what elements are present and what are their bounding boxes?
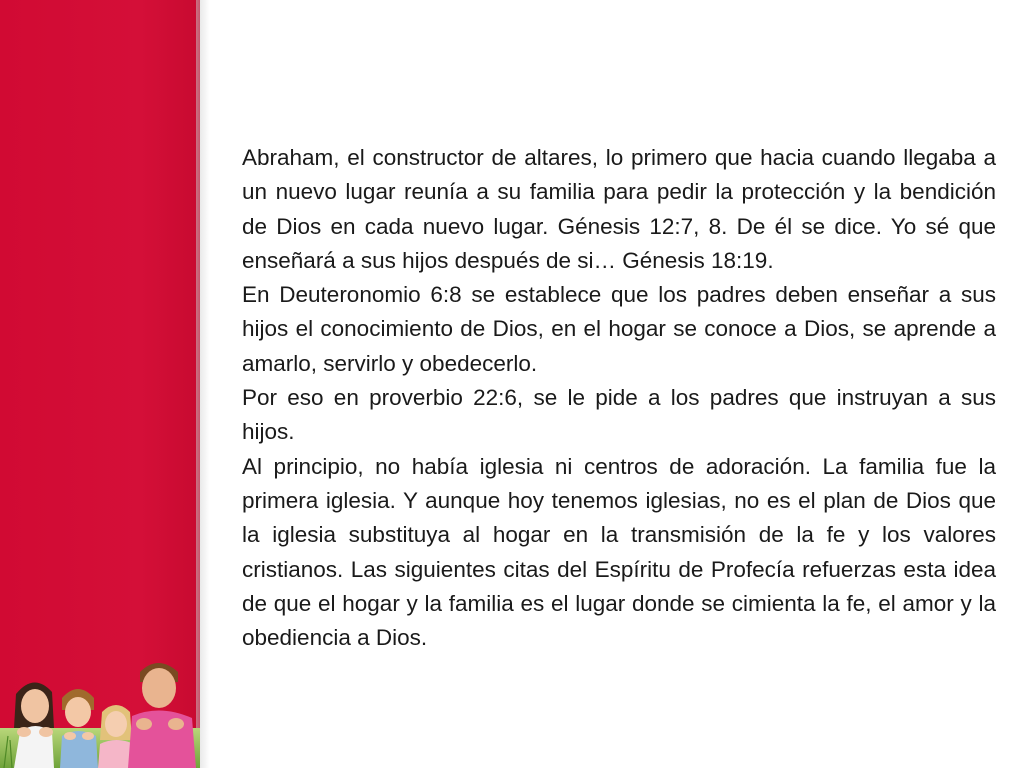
paragraph-proverbio: Por eso en proverbio 22:6, se le pide a los padres que instruyan a sus hijos.	[242, 385, 996, 445]
paragraph-abraham: Abraham, el constructor de altares, lo primero que hacia cuando llegaba a un nuevo lugar reunía a su familia para pedir la protección y la bendición de Dios en cada nuevo lugar. Génesis 12:7, 8. De él se dice. Yo sé que enseñará a sus hijos después de si… Génesis 18:19.	[242, 145, 996, 273]
person-woman	[14, 682, 54, 768]
person-man	[128, 663, 196, 768]
paragraph-deuteronomio: En Deuteronomio 6:8 se establece que los padres deben enseñar a sus hijos el conocimiento de Dios, en el hogar se conoce a Dios, se aprende a amarlo, servirlo y obedecerlo.	[242, 282, 996, 376]
family-photo	[0, 640, 200, 768]
paragraph-principio: Al principio, no había iglesia ni centros de adoración. La familia fue la primera iglesia. Y aunque hoy tenemos iglesias, no es el plan de Dios que la iglesia substituya al hogar en la transmisión de la fe y los valores cristianos. Las siguientes citas del Espíritu de Profecía refuerzas esta idea de que el hogar y la familia es el lugar donde se cimienta la fe, el amor y la obediencia a Dios.	[242, 453, 996, 651]
body-text	[242, 141, 996, 655]
